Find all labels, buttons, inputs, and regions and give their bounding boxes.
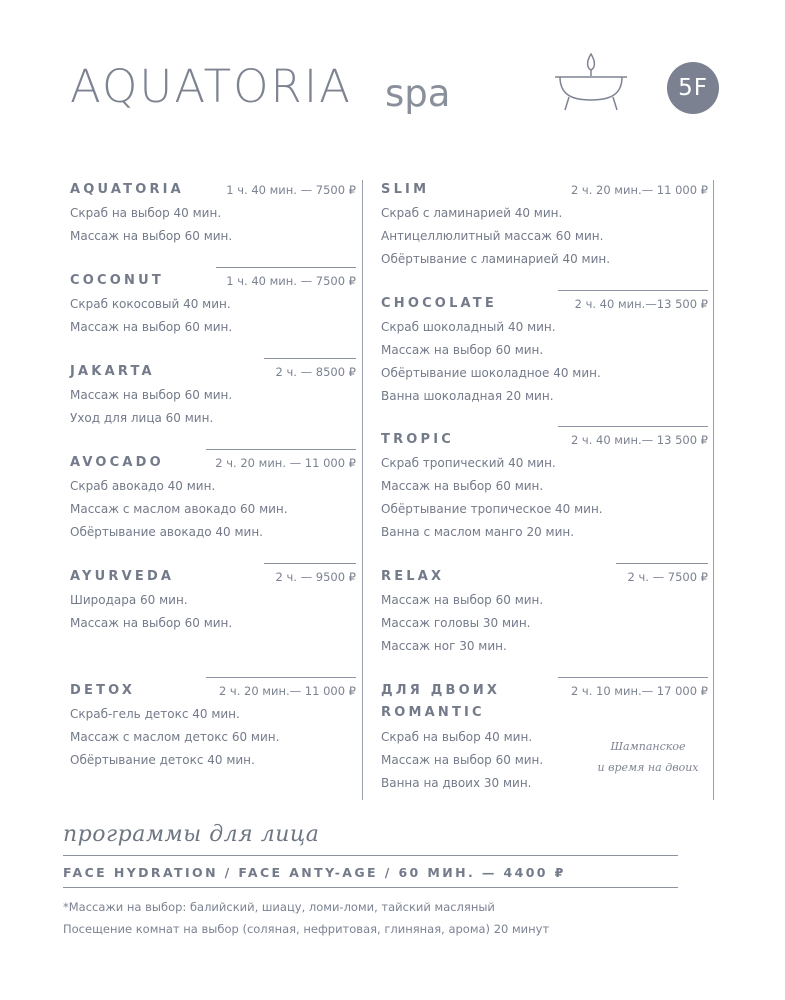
list-item: Массаж на выбор 60 мин. <box>381 343 544 357</box>
list-item: Обёртывание тропическое 40 мин. <box>381 502 603 516</box>
list-item: Массаж с маслом детокс 60 мин. <box>70 730 280 744</box>
program-price: 2 ч. 40 мин.— 13 500 ₽ <box>570 433 708 447</box>
list-item: Уход для лица 60 мин. <box>70 411 214 425</box>
list-item: Скраб тропический 40 мин. <box>381 456 556 470</box>
program-name: COCONUT <box>70 273 164 288</box>
price-rule <box>264 358 356 359</box>
list-item: Массаж с маслом авокадо 60 мин. <box>70 502 288 516</box>
list-item: Обёртывание детокс 40 мин. <box>70 753 255 767</box>
list-item: Массаж на выбор 60 мин. <box>381 479 544 493</box>
program-price: 2 ч. 40 мин.—13 500 ₽ <box>574 297 708 311</box>
list-item: Ванна на двоих 30 мин. <box>381 776 532 790</box>
program-price: 2 ч. 10 мин.— 17 000 ₽ <box>570 684 708 698</box>
brand-title: AQUATORIA <box>70 60 352 113</box>
note-line: Шампанское <box>610 740 686 753</box>
price-rule <box>206 449 356 450</box>
program-name: TROPIC <box>381 432 455 447</box>
list-item: Обёртывание шоколадное 40 мин. <box>381 366 601 380</box>
face-divider-top <box>63 855 678 856</box>
footnote: *Массажи на выбор: балийский, шиацу, ломи-ломи, тайский масляный <box>63 900 495 914</box>
program-name-secondary: ROMANTIC <box>381 705 485 720</box>
list-item: Массаж на выбор 60 мин. <box>70 616 233 630</box>
right-border <box>713 180 714 800</box>
list-item: Скраб шоколадный 40 мин. <box>381 320 556 334</box>
program-note <box>588 736 708 778</box>
program-name: AQUATORIA <box>70 182 184 197</box>
price-rule <box>558 677 708 678</box>
program-price: 2 ч. — 8500 ₽ <box>275 365 356 379</box>
program-name: JAKARTA <box>70 364 155 379</box>
program-price: 2 ч. 20 мин.— 11 000 ₽ <box>218 684 356 698</box>
list-item: Массаж головы 30 мин. <box>381 616 531 630</box>
price-rule <box>264 563 356 564</box>
program-price: 2 ч. 20 мин.— 11 000 ₽ <box>570 183 708 197</box>
program-name: CHOCOLATE <box>381 296 497 311</box>
list-item: Обёртывание авокадо 40 мин. <box>70 525 263 539</box>
price-rule <box>558 290 708 291</box>
program-price: 2 ч. 20 мин. — 11 000 ₽ <box>215 456 356 470</box>
bath-icon <box>553 50 629 114</box>
program-price: 1 ч. 40 мин. — 7500 ₽ <box>226 274 356 288</box>
column-divider <box>362 180 363 800</box>
program-name: AYURVEDA <box>70 569 175 584</box>
list-item: Массаж ног 30 мин. <box>381 639 507 653</box>
price-rule <box>616 563 708 564</box>
list-item: Ванна с маслом манго 20 мин. <box>381 525 575 539</box>
note-line: и время на двоих <box>597 761 699 774</box>
program-name: RELAX <box>381 569 445 584</box>
program-name: SLIM <box>381 182 430 197</box>
list-item: Обёртывание с ламинарией 40 мин. <box>381 252 611 266</box>
footnote: Посещение комнат на выбор (соляная, нефритовая, глиняная, арома) 20 минут <box>63 922 550 936</box>
face-divider-bottom <box>63 887 678 888</box>
list-item: Скраб на выбор 40 мин. <box>381 730 533 744</box>
list-item: Скраб кокосовый 40 мин. <box>70 297 231 311</box>
list-item: Широдара 60 мин. <box>70 593 188 607</box>
program-name: DETOX <box>70 683 136 698</box>
brand-subtitle: spa <box>385 72 451 115</box>
list-item: Скраб-гель детокс 40 мин. <box>70 707 240 721</box>
list-item: Массаж на выбор 60 мин. <box>70 229 233 243</box>
price-rule <box>206 677 356 678</box>
list-item: Массаж на выбор 60 мин. <box>70 388 233 402</box>
program-name: ДЛЯ ДВОИХ <box>381 683 501 698</box>
price-rule <box>558 426 708 427</box>
list-item: Массаж на выбор 60 мин. <box>70 320 233 334</box>
program-price: 2 ч. — 7500 ₽ <box>627 570 708 584</box>
face-program-line: FACE HYDRATION / FACE ANTY-AGE / 60 МИН. — 4400 ₽ <box>63 865 566 880</box>
list-item: Массаж на выбор 60 мин. <box>381 593 544 607</box>
list-item: Ванна шоколадная 20 мин. <box>381 389 554 403</box>
list-item: Скраб на выбор 40 мин. <box>70 206 222 220</box>
list-item: Антицеллюлитный массаж 60 мин. <box>381 229 604 243</box>
program-name: AVOCADO <box>70 455 164 470</box>
list-item: Скраб авокадо 40 мин. <box>70 479 216 493</box>
list-item: Скраб с ламинарией 40 мин. <box>381 206 563 220</box>
face-section-title: программы для лица <box>63 822 320 847</box>
floor-badge: 5F <box>667 62 719 114</box>
price-rule <box>216 267 356 268</box>
list-item: Массаж на выбор 60 мин. <box>381 753 544 767</box>
program-price: 1 ч. 40 мин. — 7500 ₽ <box>226 183 356 197</box>
program-price: 2 ч. — 9500 ₽ <box>275 570 356 584</box>
